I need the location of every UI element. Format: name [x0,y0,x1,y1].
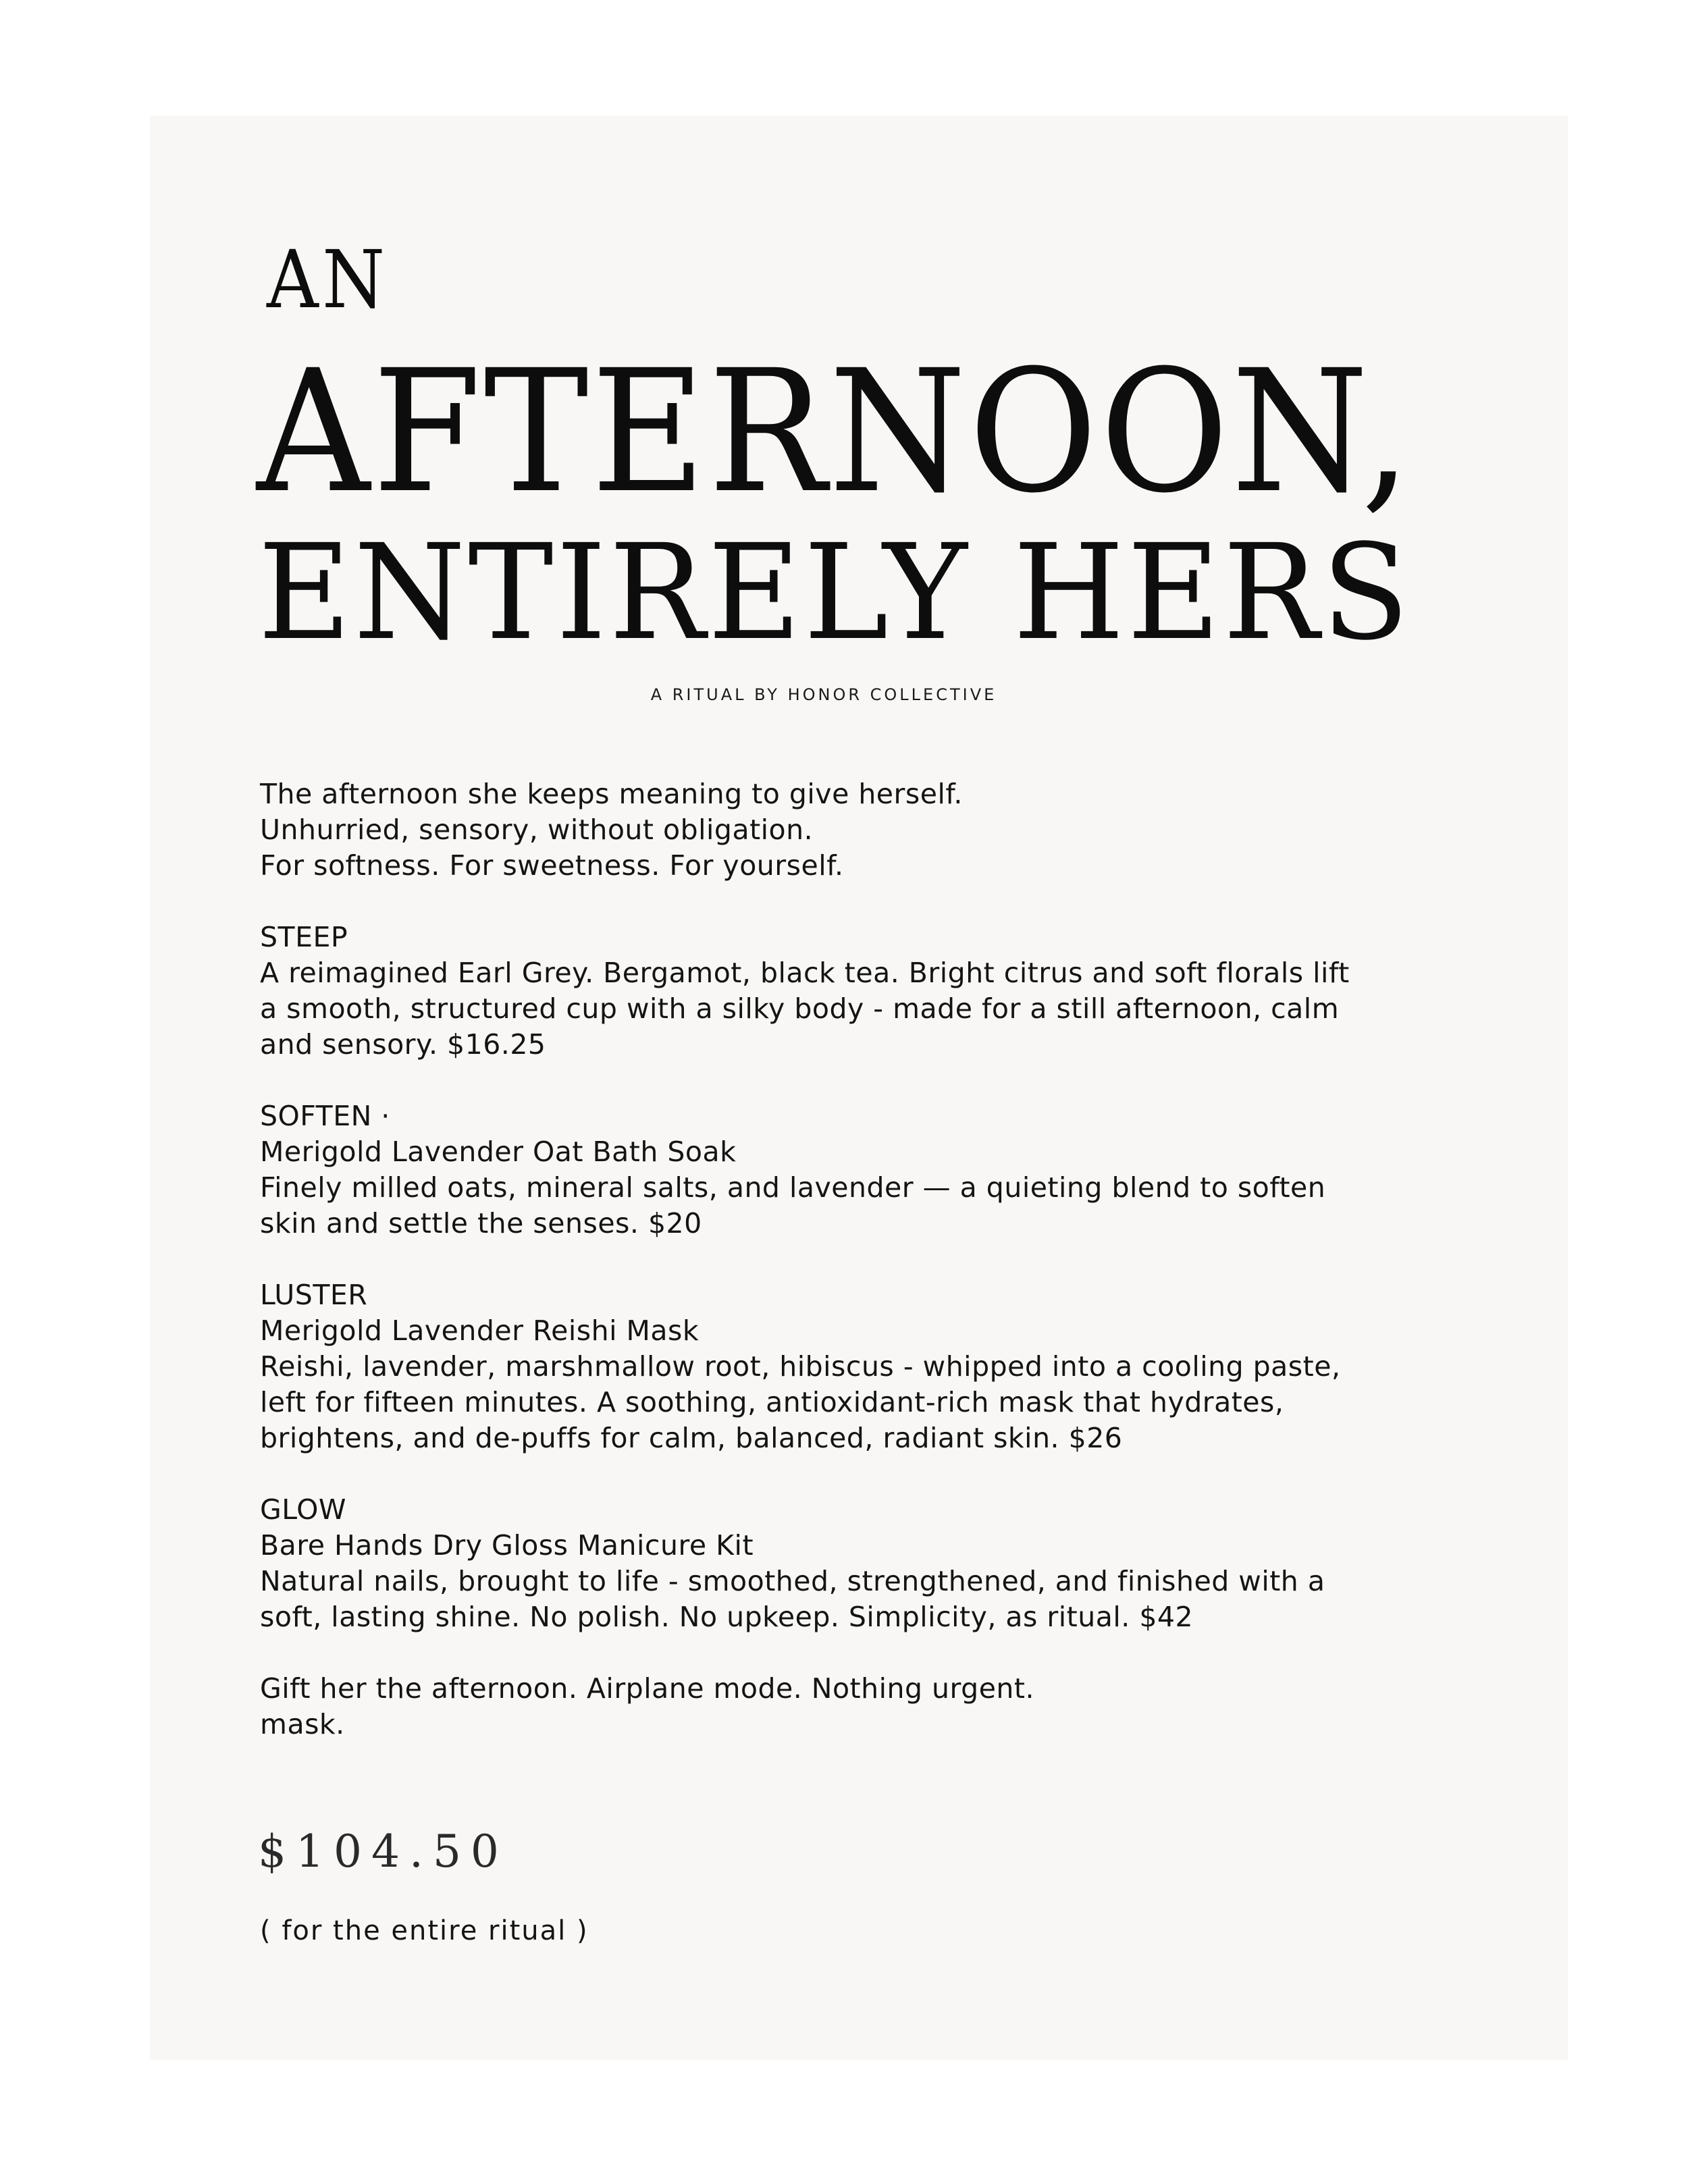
section-heading: STEEP [260,921,348,953]
intro-line: For softness. For sweetness. For yourself. [260,849,844,882]
section-luster [260,1277,1448,1456]
section-line: Merigold Lavender Reishi Mask [260,1314,700,1347]
menu-body [260,776,1448,1778]
total-price-note: ( for the entire ritual ) [260,1915,589,1946]
section-line: Reishi, lavender, marshmallow root, hibiscus - whipped into a cooling paste, [260,1350,1341,1383]
section-line: Bare Hands Dry Gloss Manicure Kit [260,1529,754,1562]
intro-paragraph [260,776,1448,884]
section-soften [260,1098,1448,1242]
subtitle: A RITUAL BY HONOR COLLECTIVE [650,685,997,704]
intro-line: The afternoon she keeps meaning to give herself. [260,778,963,810]
section-line: A reimagined Earl Grey. Bergamot, black tea. Bright citrus and soft florals lift [260,957,1350,989]
closing-line: mask. [260,1708,345,1740]
section-line: soft, lasting shine. No polish. No upkeep. Simplicity, as ritual. $42 [260,1601,1194,1633]
section-heading: LUSTER [260,1279,368,1311]
total-price: $104.50 [258,1826,508,1877]
section-line: a smooth, structured cup with a silky body - made for a still afternoon, calm [260,992,1340,1025]
section-heading: SOFTEN · [260,1100,390,1132]
section-line: Merigold Lavender Oat Bath Soak [260,1136,737,1168]
title-line-entirely-hers: ENTIRELY HERS [258,516,1412,669]
section-line: skin and settle the senses. $20 [260,1207,702,1240]
section-line: Natural nails, brought to life - smoothed, strengthened, and finished with a [260,1565,1325,1597]
title-line-afternoon: AFTERNOON, [257,334,1414,530]
closing-paragraph [260,1671,1448,1742]
intro-line: Unhurried, sensory, without obligation. [260,814,814,846]
section-line: left for fifteen minutes. A soothing, antioxidant-rich mask that hydrates, [260,1386,1284,1418]
section-glow [260,1492,1448,1635]
section-heading: GLOW [260,1493,346,1526]
section-line: and sensory. $16.25 [260,1028,546,1061]
section-line: brightens, and de-puffs for calm, balanced, radiant skin. $26 [260,1422,1123,1454]
section-steep [260,920,1448,1063]
title-line-an: AN [267,233,389,326]
section-line: Finely milled oats, mineral salts, and lavender — a quieting blend to soften [260,1171,1326,1204]
closing-line: Gift her the afternoon. Airplane mode. Nothing urgent. [260,1672,1035,1705]
